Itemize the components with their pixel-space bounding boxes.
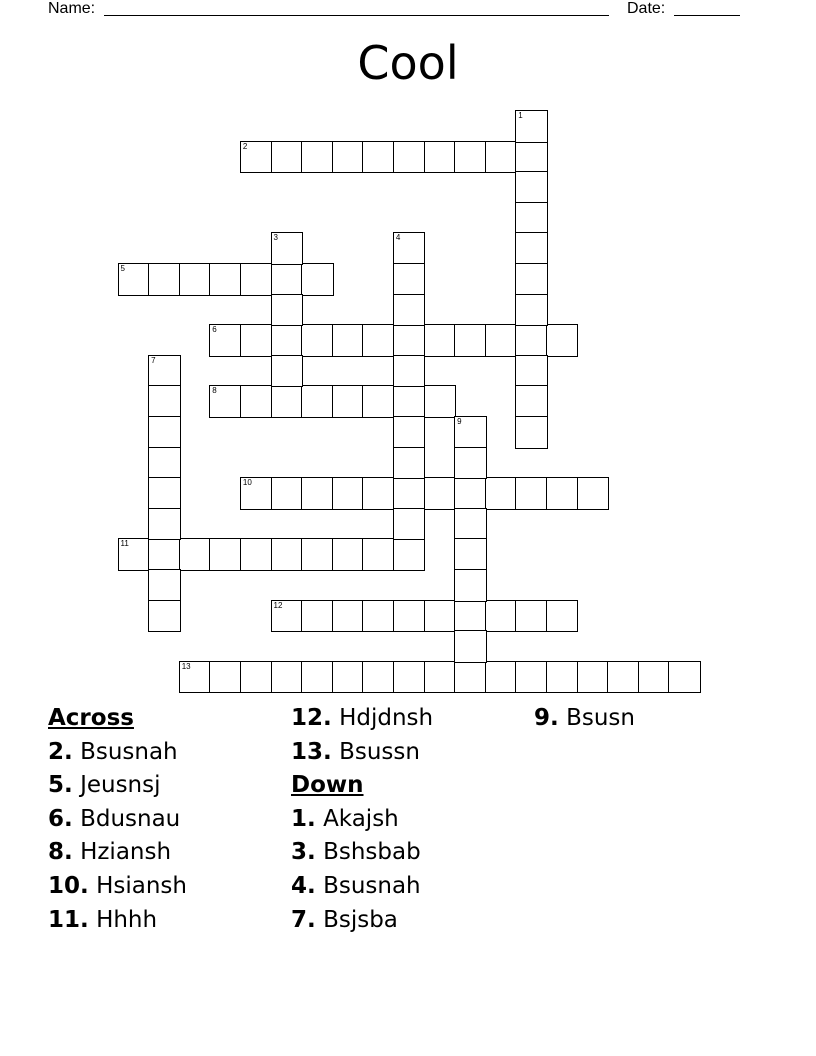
- clue-number-label: 7: [151, 355, 156, 365]
- grid-cell[interactable]: [148, 569, 181, 602]
- grid-cell[interactable]: [271, 294, 304, 327]
- grid-cell[interactable]: [271, 141, 304, 174]
- grid-cell[interactable]: [209, 661, 242, 694]
- clue-number-label: 2: [242, 141, 248, 151]
- grid-cell[interactable]: [454, 416, 487, 449]
- clue-number-label: 6: [212, 325, 217, 335]
- grid-cell[interactable]: [148, 263, 181, 296]
- grid-cell[interactable]: [209, 324, 242, 357]
- grid-cell[interactable]: [424, 477, 457, 510]
- grid-cell[interactable]: [577, 477, 610, 510]
- grid-cell[interactable]: [362, 385, 395, 418]
- grid-cell[interactable]: [271, 355, 304, 388]
- grid-cell[interactable]: [546, 661, 579, 694]
- grid-cell[interactable]: [454, 324, 487, 357]
- grid-cell[interactable]: [515, 477, 548, 510]
- grid-cell[interactable]: [393, 141, 426, 174]
- grid-cell[interactable]: [454, 630, 487, 663]
- grid-cell[interactable]: [179, 538, 212, 571]
- grid-cell[interactable]: [393, 661, 426, 694]
- grid-cell[interactable]: [332, 385, 365, 418]
- grid-cell[interactable]: [148, 538, 181, 571]
- grid-cell[interactable]: [332, 324, 365, 357]
- grid-cell[interactable]: [301, 600, 334, 633]
- grid-cell[interactable]: [332, 141, 365, 174]
- name-label: Name:: [48, 0, 96, 17]
- clue-down-9: 9. Bsusn: [534, 705, 635, 731]
- grid-cell[interactable]: [301, 141, 334, 174]
- grid-cell[interactable]: [454, 569, 487, 602]
- grid-cell[interactable]: [393, 600, 426, 633]
- grid-cell[interactable]: [271, 538, 304, 571]
- grid-cell[interactable]: [362, 477, 395, 510]
- grid-cell[interactable]: [638, 661, 671, 694]
- grid-cell[interactable]: [179, 263, 212, 296]
- clue-number-label: 4: [395, 233, 401, 243]
- grid-cell[interactable]: [271, 600, 304, 633]
- grid-cell[interactable]: [393, 447, 426, 480]
- clue-across-6: 6. Bdusnau: [48, 805, 181, 832]
- grid-cell[interactable]: [485, 600, 518, 633]
- grid-cell[interactable]: [301, 538, 334, 571]
- grid-cell[interactable]: [148, 477, 181, 510]
- clue-down-3: 3. Bshsbab: [291, 839, 421, 866]
- clue-down-7: 7. Bsjsba: [291, 906, 398, 933]
- grid-cell[interactable]: [485, 141, 518, 174]
- grid-cell[interactable]: [209, 538, 242, 571]
- grid-cell[interactable]: [454, 661, 487, 694]
- grid-cell[interactable]: [240, 477, 273, 510]
- clue-number-label: 3: [273, 233, 278, 243]
- grid-cell[interactable]: [118, 263, 151, 296]
- grid-cell[interactable]: [454, 508, 487, 541]
- grid-cell[interactable]: [332, 600, 365, 633]
- date-label: Date:: [627, 0, 666, 17]
- grid-cell[interactable]: [393, 416, 426, 449]
- clue-across-11: 11. Hhhh: [48, 906, 158, 933]
- grid-cell[interactable]: [240, 263, 273, 296]
- clues-column-3: [534, 702, 635, 736]
- grid-cell[interactable]: [607, 661, 640, 694]
- grid-cell[interactable]: [179, 661, 212, 694]
- grid-cell[interactable]: [148, 355, 181, 388]
- grid-cell[interactable]: [424, 385, 457, 418]
- grid-cell[interactable]: [332, 538, 365, 571]
- grid-cell[interactable]: [362, 661, 395, 694]
- clue-across-10: 10. Hsiansh: [48, 872, 187, 899]
- grid-cell[interactable]: [546, 324, 579, 357]
- grid-cell[interactable]: [424, 661, 457, 694]
- grid-cell[interactable]: [301, 263, 334, 296]
- clue-number-label: 12: [273, 600, 283, 610]
- grid-cell[interactable]: [393, 508, 426, 541]
- clue-number-label: 5: [120, 264, 125, 273]
- clue-number-label: 10: [242, 478, 252, 488]
- grid-cell[interactable]: [148, 447, 181, 480]
- grid-cell[interactable]: [301, 324, 334, 357]
- grid-cell[interactable]: [515, 600, 548, 633]
- grid-cell[interactable]: [577, 661, 610, 694]
- clue-number-label: 1: [518, 111, 523, 120]
- grid-cell[interactable]: [209, 385, 242, 418]
- grid-cell[interactable]: [362, 324, 395, 357]
- grid-cell[interactable]: [454, 141, 487, 174]
- grid-cell[interactable]: [271, 324, 304, 357]
- grid-cell[interactable]: [118, 538, 151, 571]
- clue-across-8: 8. Hziansh: [48, 839, 172, 866]
- grid-cell[interactable]: [240, 324, 273, 357]
- clues-column-2: [291, 702, 433, 937]
- grid-cell[interactable]: [454, 538, 487, 571]
- clue-number-label: 13: [181, 661, 191, 671]
- grid-cell[interactable]: [393, 324, 426, 357]
- grid-cell[interactable]: [515, 263, 548, 296]
- grid-cell[interactable]: [393, 232, 426, 265]
- grid-cell[interactable]: [668, 661, 701, 694]
- grid-cell[interactable]: [454, 447, 487, 480]
- grid-cell[interactable]: [332, 477, 365, 510]
- clue-across-5: 5. Jeusnsj: [48, 772, 161, 799]
- grid-cell[interactable]: [515, 232, 548, 265]
- grid-cell[interactable]: [515, 416, 548, 449]
- grid-cell[interactable]: [393, 385, 426, 418]
- grid-cell[interactable]: [515, 171, 548, 204]
- grid-cell[interactable]: [546, 477, 579, 510]
- grid-cell[interactable]: [240, 661, 273, 694]
- grid-cell[interactable]: [454, 477, 487, 510]
- grid-cell[interactable]: [148, 508, 181, 541]
- clue-across-12: 12. Hdjdnsh: [291, 705, 434, 731]
- grid-cell[interactable]: [393, 477, 426, 510]
- clue-across-2: 2. Bsusnah: [48, 738, 178, 765]
- puzzle-title: Cool: [357, 36, 459, 90]
- clue-across-13: 13. Bsussn: [291, 738, 420, 765]
- grid-cell[interactable]: [271, 263, 304, 296]
- across-heading: Across: [48, 705, 134, 731]
- grid-cell[interactable]: [332, 661, 365, 694]
- grid-cell[interactable]: [485, 661, 518, 694]
- grid-cell[interactable]: [485, 324, 518, 357]
- grid-cell[interactable]: [148, 416, 181, 449]
- grid-cell[interactable]: [271, 232, 304, 265]
- clue-number-label: 9: [457, 417, 462, 426]
- grid-cell[interactable]: [515, 202, 548, 235]
- grid-cell[interactable]: [485, 477, 518, 510]
- grid-cell[interactable]: [546, 600, 579, 633]
- down-heading: Down: [291, 772, 364, 799]
- grid-cell[interactable]: [209, 263, 242, 296]
- grid-cell[interactable]: [271, 385, 304, 418]
- grid-cell[interactable]: [240, 141, 273, 174]
- grid-cell[interactable]: [515, 324, 548, 357]
- grid-cell[interactable]: [393, 355, 426, 388]
- grid-cell[interactable]: [240, 538, 273, 571]
- grid-cell[interactable]: [362, 538, 395, 571]
- grid-cell[interactable]: [424, 141, 457, 174]
- grid-cell[interactable]: [515, 661, 548, 694]
- grid-cell[interactable]: [515, 141, 548, 174]
- grid-cell[interactable]: [148, 600, 181, 633]
- grid-cell[interactable]: [393, 538, 426, 571]
- clue-number-label: 8: [212, 386, 217, 396]
- grid-cell[interactable]: [424, 324, 457, 357]
- clues-column-1: [48, 702, 187, 937]
- grid-cell[interactable]: [271, 477, 304, 510]
- clue-down-4: 4. Bsusnah: [291, 872, 421, 899]
- grid-cell[interactable]: [271, 661, 304, 694]
- grid-cell[interactable]: [301, 385, 334, 418]
- grid-cell[interactable]: [362, 141, 395, 174]
- grid-cell[interactable]: [454, 600, 487, 633]
- grid-cell[interactable]: [515, 294, 548, 327]
- grid-cell[interactable]: [515, 110, 548, 143]
- grid-cell[interactable]: [393, 263, 426, 296]
- grid-cell[interactable]: [301, 661, 334, 694]
- grid-cell[interactable]: [393, 294, 426, 327]
- grid-cell[interactable]: [515, 385, 548, 418]
- clue-number-label: 11: [120, 539, 129, 549]
- grid-cell[interactable]: [148, 385, 181, 418]
- clue-down-1: 1. Akajsh: [291, 805, 399, 832]
- grid-cell[interactable]: [362, 600, 395, 633]
- grid-cell[interactable]: [424, 600, 457, 633]
- grid-cell[interactable]: [301, 477, 334, 510]
- grid-cell[interactable]: [515, 355, 548, 388]
- grid-cell[interactable]: [240, 385, 273, 418]
